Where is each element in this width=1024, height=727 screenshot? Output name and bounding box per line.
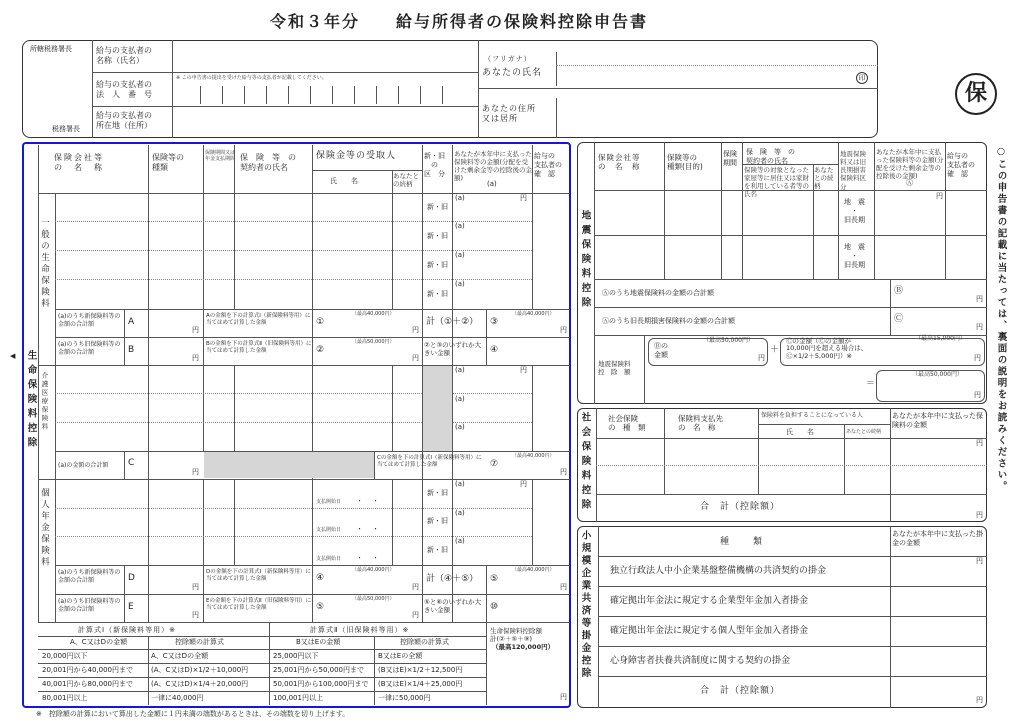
life-head-recipient-name: 氏 名	[330, 177, 358, 185]
quake-c-calc: Ⓒの金額（Ⓒの金額が 10,000円を超える場合は、 Ⓒ×1/2＋5,000円）※	[786, 337, 868, 360]
care-yen-1: 円	[520, 366, 527, 374]
pension-start-3: 支払開始日	[316, 556, 342, 562]
life-side-marker: ◀	[10, 352, 16, 360]
f2-r2-c1: 25,001円から50,000円まで	[273, 666, 364, 674]
quake-eq: ＝	[866, 379, 876, 389]
quake-kind-2[interactable]: 地 震 ・ 旧長期	[844, 243, 865, 269]
life-total-yen: 円	[560, 693, 567, 701]
life-head-company: 保険会社等 の 名 称	[54, 153, 104, 172]
pension-dot-3a: ・	[356, 554, 363, 562]
row-C-yen: 円	[192, 468, 199, 476]
small-yen-1: 円	[976, 557, 983, 565]
life-head-period: 保険期間又は年金支払期間	[205, 150, 236, 163]
insurance-stamp-icon: 保	[955, 73, 997, 115]
social-total-yen: 円	[976, 511, 983, 519]
life-total-label: 生命保険料控除額 計(②＋⑤＋⑨)	[490, 627, 542, 644]
row-E-mark: E	[128, 602, 134, 612]
f2-r2-c2: (B又はE)×1/2＋12,500円	[378, 666, 463, 674]
row-A-max: （最高40,000円）	[352, 311, 395, 317]
f2-r3-c1: 50,001円から100,000円まで	[273, 680, 369, 688]
row-E-max: （最高50,000円）	[352, 596, 395, 602]
life-insurance-section	[22, 142, 571, 708]
payer-address-label: 給与の支払者の 所在地（住所）	[96, 111, 152, 130]
general-yen-1: 円	[520, 194, 527, 202]
row-C-label: (a)の金額の合計額	[58, 462, 109, 469]
life-head-confirm: 給与の 支払者の 確 認	[534, 152, 562, 178]
quake-head-period: 保険期間	[723, 150, 737, 167]
formula1-title: 計算式Ⅰ（新保険料等用）※	[78, 626, 176, 634]
pension-a-1: (a)	[455, 480, 465, 488]
sum45-max: （最高40,000円）	[512, 567, 555, 573]
f1-r4-c1: 80,001円以上	[42, 694, 88, 702]
quake-total-max: （最高50,000円）	[912, 371, 963, 378]
quake-c-max: （最高15,000円）	[915, 335, 966, 342]
life-head-recipient: 保険金等の受取人	[316, 151, 397, 161]
quake-head-relation: あなたとの続柄	[814, 166, 834, 191]
life-head-paid-a: (a)	[487, 180, 497, 188]
pension-newold-2[interactable]: 新・旧	[427, 517, 448, 525]
quake-b-yen: 円	[758, 354, 765, 362]
f1-r4-c2: 一律に40,000円	[151, 694, 204, 702]
pension-dot-3b: ・	[372, 554, 379, 562]
life-side-label: 生命保険料控除	[25, 350, 37, 452]
f2-col2: 控除額の計算式	[400, 638, 449, 646]
quake-B-mark: Ⓑ	[894, 286, 904, 296]
pension-start-1: 支払開始日	[316, 499, 342, 505]
quake-head-paid: あなたが本年中に支払った保険料等の金額(分配を受けた剰余金等の控除後の金額)	[876, 148, 944, 181]
sum56-num: ⑩	[490, 602, 499, 612]
quake-deduct-label: 地震保険料 控 除 額	[598, 360, 631, 377]
f1-r3-c2: (A、C又はD)×1/4＋20,000円	[151, 680, 249, 688]
row-D-label: (a)のうち新保険料等の金額の合計額	[58, 569, 121, 584]
personal-pension-label: 個人年金保険料	[39, 488, 50, 569]
pension-a-3: (a)	[455, 537, 465, 545]
sum45-num: ⑤	[490, 574, 499, 584]
quake-head-target: 保険等の対象となった家屋等に居住又は家財を利用している者等の氏名	[744, 166, 809, 199]
row-A-calc: Aの金額を下の計算式Ⅰ（新保険料等用）に当てはめて計算した金額	[206, 313, 311, 326]
row-C-mark: C	[128, 458, 135, 468]
row-B-mark: B	[128, 345, 135, 355]
quake-plus: ＋	[770, 345, 780, 355]
life-head-relation: あなたとの続柄	[393, 172, 419, 189]
row-B-max: （最高50,000円）	[352, 339, 395, 345]
sum12-num: ③	[490, 317, 499, 327]
row-A-mark: A	[128, 317, 135, 327]
row-C-yen2: 円	[560, 468, 567, 476]
quake-head-contractor: 保 険 等 の 契約者の氏名	[746, 148, 795, 165]
life-head-newold: 新・旧 の 区 分	[424, 152, 445, 178]
f2-r1-c2: B又はEの全額	[378, 652, 423, 660]
general-life-label: 一般の生命保険料	[39, 218, 50, 310]
life-head-paid: あなたが本年中に支払った保険料等の金額(分配を受けた剰余金等の控除後の金額)	[454, 150, 532, 183]
sum23-num: ④	[490, 345, 499, 355]
row-D-mark: D	[128, 573, 135, 583]
sum45: 計（④＋⑤）	[426, 574, 479, 584]
payer-number-label: 給与の支払者の 法 人 番 号	[96, 80, 152, 99]
furigana-label: （フリガナ）	[484, 55, 532, 63]
general-a-3: (a)	[455, 251, 465, 259]
form-title: 令和３年分 給与所得者の保険料控除申告書	[270, 12, 649, 31]
pension-newold-3[interactable]: 新・旧	[427, 546, 448, 554]
quake-total-yen: 円	[974, 391, 981, 399]
row-E-circle: ⑤	[316, 602, 325, 612]
payer-number-note: ※ この申告書の提出を受けた給与等の支払者が記載してください。	[176, 75, 327, 81]
general-newold-2[interactable]: 新・旧	[427, 232, 448, 240]
office-suffix: 税務署長	[52, 125, 80, 133]
pension-start-2: 支払開始日	[316, 527, 342, 533]
social-total: 合 計（控除額）	[700, 502, 781, 512]
formula2-title: 計算式Ⅱ（旧保険料等用）※	[310, 626, 410, 634]
row-D-circle: ④	[316, 573, 325, 583]
social-head-paid: あなたが本年中に支払った保険料の金額	[892, 412, 983, 429]
f1-col1: A、C又はDの金額	[70, 638, 128, 646]
general-a-2: (a)	[455, 222, 465, 230]
social-head-name: 氏 名	[786, 428, 814, 436]
row-B-yen2: 円	[412, 354, 419, 362]
row-E-yen2: 円	[412, 611, 419, 619]
f1-r3-c1: 40,001円から80,000円まで	[42, 680, 133, 688]
social-yen: 円	[976, 439, 983, 447]
f2-col1: B又はEの金額	[296, 638, 341, 646]
row-B-label: (a)のうち旧保険料等の金額の合計額	[58, 341, 121, 356]
quake-head-type: 保険等の 種類(目的)	[667, 153, 703, 172]
office-label: 所轄税務署長	[30, 45, 72, 53]
general-newold-3[interactable]: 新・旧	[427, 261, 448, 269]
row-E-calc: Eの金額を下の計算式Ⅱ（旧保険料等用）に当てはめて計算した金額	[206, 598, 312, 611]
care-a-1: (a)	[455, 366, 465, 374]
quake-head-company: 保険会社等 の 名 称	[598, 153, 641, 172]
quake-B-yen: 円	[976, 295, 983, 303]
row-C-calc: Cの金額を下の計算式Ⅰ（新保険料等用）に当てはめて計算した金額	[377, 455, 482, 468]
quake-head-confirm: 給与の 支払者の 確 認	[947, 152, 975, 178]
f1-r1-c2: A、C又はDの全額	[151, 652, 209, 660]
pension-dot-1b: ・	[372, 497, 379, 505]
sum12: 計（①＋②）	[426, 317, 479, 327]
sum12-yen: 円	[560, 326, 567, 334]
small-business-section	[577, 526, 987, 708]
f1-r1-c1: 20,000円以下	[42, 652, 88, 660]
small-row-2: 確定拠出年金法に規定する企業型年金加入者掛金	[610, 596, 809, 606]
quake-row-C: Ⓐのうち旧長期損害保険料の金額の合計額	[602, 317, 735, 325]
your-name-label: あなたの氏名	[482, 68, 543, 78]
row-D-max: （最高40,000円）	[352, 567, 395, 573]
f2-r1-c1: 25,000円以下	[273, 652, 319, 660]
pension-dot-2a: ・	[356, 525, 363, 533]
row-D-calc: Dの金額を下の計算式Ⅰ（新保険料等用）に当てはめて計算した金額	[206, 569, 311, 582]
sum12-max: （最高40,000円）	[512, 311, 555, 317]
life-head-type: 保険等の 種類	[152, 153, 184, 172]
quake-b-max: （最高50,000円）	[703, 337, 754, 344]
small-total-yen: 円	[976, 696, 983, 704]
sum56: ⑤と⑥のいずれか大きい金額	[424, 598, 482, 615]
general-a-4: (a)	[455, 280, 465, 288]
f1-r2-c1: 20,001円から40,000円まで	[42, 666, 133, 674]
your-address-label: あなたの住所 又は居所	[482, 104, 536, 123]
f2-r3-c2: (B又はE)×1/4＋25,000円	[378, 680, 463, 688]
pension-newold-1[interactable]: 新・旧	[427, 489, 448, 497]
f2-r4-c1: 100,001円以上	[273, 694, 323, 702]
f1-col2: 控除額の計算式	[175, 638, 224, 646]
row-A-yen2: 円	[412, 326, 419, 334]
care-medical-label: 介護医療保険料	[40, 372, 49, 432]
row-E-label: (a)のうち旧保険料等の金額の合計額	[58, 598, 121, 613]
pension-yen-1: 円	[520, 480, 527, 488]
row-B-calc: Bの金額を下の計算式Ⅱ（旧保険料等用）に当てはめて計算した金額	[206, 341, 312, 354]
small-row-4: 心身障害者扶養共済制度に関する契約の掛金	[610, 656, 791, 666]
small-total: 合 計（控除額）	[700, 686, 781, 696]
f2-r4-c2: 一律に50,000円	[378, 694, 431, 702]
row-B-yen: 円	[192, 354, 199, 362]
social-side-label: 社会保険料控除	[579, 412, 591, 514]
social-head-relation: あなたとの続柄	[846, 429, 882, 435]
social-head-dest: 保険料支払先 の 名 称	[678, 414, 723, 433]
small-side-label: 小規模企業共済等掛金控除	[579, 530, 591, 680]
quake-row-B: Ⓐのうち地震保険料の金額の合計額	[602, 289, 714, 297]
footnote: ※ 控除額の計算において算出した金額に１円未満の端数があるときは、その端数を切り上げます。	[36, 710, 350, 718]
quake-C-mark: Ⓒ	[894, 314, 904, 324]
payer-name-label: 給与の支払者の 名称（氏名）	[96, 46, 152, 65]
small-head-paid: あなたが本年中に支払った掛金の金額	[892, 530, 983, 547]
general-newold-4[interactable]: 新・旧	[427, 290, 448, 298]
social-head-payer: 保険料を負担することになっている人	[761, 412, 864, 419]
row-D-yen2: 円	[412, 583, 419, 591]
row-E-yen: 円	[192, 611, 199, 619]
quake-c-yen: 円	[974, 354, 981, 362]
pension-dot-1a: ・	[356, 497, 363, 505]
f1-r2-c2: (A、C又はD)×1/2＋10,000円	[151, 666, 249, 674]
pension-dot-2b: ・	[372, 525, 379, 533]
quake-C-yen: 円	[976, 323, 983, 331]
general-a-1: (a)	[455, 194, 465, 202]
sum45-yen: 円	[560, 583, 567, 591]
social-head-type: 社会保険 の 種 類	[608, 414, 646, 433]
row-A-circle1: ①	[316, 317, 325, 327]
earthquake-side-label: 地震保険料控除	[579, 210, 591, 312]
seal-mark: 印	[856, 72, 868, 84]
payer-number-boxes[interactable]	[178, 86, 474, 104]
pension-a-2: (a)	[455, 509, 465, 517]
row-D-yen: 円	[192, 583, 199, 591]
row-C-max: （最高40,000円）	[512, 453, 555, 459]
row-A-yen: 円	[192, 326, 199, 334]
quake-yen-1: 円	[936, 192, 943, 200]
sum23: ②と③のいずれか大きい金額	[424, 341, 482, 358]
general-newold-1[interactable]: 新・旧	[427, 203, 448, 211]
row-C-circle: ⑦	[490, 459, 499, 469]
life-total-max: （最高120,000円）	[492, 643, 555, 651]
quake-b-amount: Ⓑの 金額	[654, 342, 668, 359]
care-a-2: (a)	[455, 395, 465, 403]
life-head-contractor: 保 険 等 の 契約者の氏名	[240, 153, 296, 172]
row-A-label: (a)のうち新保険料等の金額の合計額	[58, 313, 121, 328]
small-head-kind: 種 類	[720, 537, 765, 547]
quake-head-kind: 地震保険料又は旧長期損害保険料区分	[840, 150, 866, 191]
small-row-3: 確定拠出年金法に規定する個人型年金加入者掛金	[610, 626, 809, 636]
quake-kind-1[interactable]: 地 震 ・ 旧長期	[844, 198, 865, 224]
quake-head-a: Ⓐ	[906, 179, 913, 187]
care-a-3: (a)	[455, 423, 465, 431]
side-note: ○この申告書の記載に当たっては、裏面の説明をお読みください。	[995, 146, 1007, 493]
row-B-circle2: ②	[316, 345, 325, 355]
small-row-1: 独立行政法人中小企業基盤整備機構の共済契約の掛金	[610, 566, 827, 576]
